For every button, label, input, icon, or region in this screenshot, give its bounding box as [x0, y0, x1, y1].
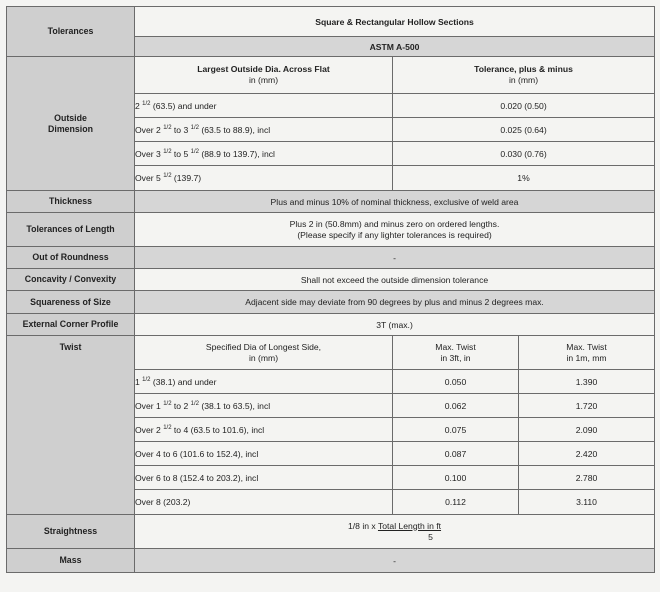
outside-dimension-col1-header-line1: Largest Outside Dia. Across Flat: [197, 64, 330, 74]
outside-dimension-col1-header: [135, 57, 393, 94]
twist-size: Over 8 (203.2): [135, 490, 393, 515]
twist-col3-header-line1: Max. Twist: [566, 341, 607, 352]
straightness-denominator: 5: [428, 531, 433, 542]
length-value: [135, 213, 655, 247]
outside-dimension-col2-header: [393, 57, 655, 94]
length-value-line1: Plus 2 in (50.8mm) and minus zero on ordered lengths.: [289, 218, 500, 229]
straightness-numerator: Total Length in ft: [377, 520, 442, 531]
twist-1m: 2.090: [519, 418, 655, 442]
size-text: 1: [135, 376, 143, 387]
size-text: (63.5 to 88.9), incl: [198, 124, 271, 135]
outside-dimension-tolerance: 0.025 (0.64): [393, 118, 655, 142]
mass-value: -: [135, 549, 655, 573]
standard-label: ASTM A-500: [135, 37, 655, 57]
size-fraction: 1/2: [163, 400, 172, 407]
twist-1m: 2.420: [519, 442, 655, 466]
outside-dimension-header-row: [7, 57, 655, 94]
size-text: Over 5: [135, 173, 164, 183]
outside-dimension-col2-header-line1: Tolerance, plus & minus: [474, 64, 573, 74]
twist-header-row: [7, 336, 655, 370]
twist-col2-header-line1: Max. Twist: [435, 341, 476, 352]
twist-1m: 3.110: [519, 490, 655, 515]
size-fraction: 1/2: [163, 424, 172, 431]
twist-size: [135, 418, 393, 442]
straightness-row: [7, 515, 655, 549]
size-fraction: 1/2: [190, 148, 199, 155]
twist-3ft: 0.050: [393, 370, 519, 394]
outside-dimension-col2-header-line2: in (mm): [508, 75, 539, 85]
twist-col1-header: [135, 336, 393, 370]
size-text: Over 2: [135, 124, 164, 135]
twist-col3-header: [519, 336, 655, 370]
thickness-row: [7, 191, 655, 213]
size-text: (139.7): [171, 173, 202, 183]
outside-dimension-label-line1: Outside: [54, 112, 87, 123]
size-fraction: 1/2: [163, 148, 172, 155]
roundness-value: -: [135, 247, 655, 269]
twist-3ft: 0.062: [393, 394, 519, 418]
concavity-label: Concavity / Convexity: [7, 269, 135, 291]
twist-3ft: 0.075: [393, 418, 519, 442]
outside-dimension-col1-header-line2: in (mm): [248, 75, 279, 85]
corner-label: External Corner Profile: [7, 314, 135, 336]
twist-3ft: 0.087: [393, 442, 519, 466]
size-text: to 5: [171, 148, 191, 159]
tolerance-table: [6, 6, 655, 573]
size-text: Over 2: [135, 424, 164, 435]
corner-row: [7, 314, 655, 336]
tolerance-sheet: [6, 6, 654, 586]
size-text: to 3: [171, 124, 191, 135]
outside-dimension-tolerance: 0.030 (0.76): [393, 142, 655, 166]
size-text: to 4 (63.5 to 101.6), incl: [171, 424, 265, 435]
size-fraction: 1/2: [142, 376, 151, 383]
outside-dimension-tolerance: 0.020 (0.50): [393, 94, 655, 118]
outside-dimension-size: [135, 142, 393, 166]
size-fraction: 1/2: [190, 124, 199, 131]
length-label: Tolerances of Length: [7, 213, 135, 247]
size-text: (63.5) and under: [150, 100, 217, 111]
size-text: (88.9 to 139.7), incl: [198, 148, 275, 159]
twist-col1-header-line1: Specified Dia of Longest Side,: [205, 341, 322, 352]
tolerances-label: Tolerances: [7, 7, 135, 57]
size-text: Over 3: [135, 148, 164, 159]
concavity-row: [7, 269, 655, 291]
outside-dimension-label-line2: Dimension: [48, 123, 93, 134]
outside-dimension-size: [135, 166, 393, 191]
twist-col3-header-line2: in 1m, mm: [566, 352, 607, 363]
twist-1m: 1.390: [519, 370, 655, 394]
squareness-row: [7, 291, 655, 314]
twist-size: Over 4 to 6 (101.6 to 152.4), incl: [135, 442, 393, 466]
straightness-value: [135, 515, 655, 549]
squareness-label: Squareness of Size: [7, 291, 135, 314]
section-title: Square & Rectangular Hollow Sections: [135, 7, 655, 37]
thickness-label: Thickness: [7, 191, 135, 213]
outside-dimension-size: [135, 118, 393, 142]
concavity-value: Shall not exceed the outside dimension tolerance: [135, 269, 655, 291]
twist-3ft: 0.112: [393, 490, 519, 515]
thickness-value: Plus and minus 10% of nominal thickness, exclusive of weld area: [135, 191, 655, 213]
size-fraction: 1/2: [190, 400, 199, 407]
twist-1m: 2.780: [519, 466, 655, 490]
straightness-label: Straightness: [7, 515, 135, 549]
size-fraction: 1/2: [142, 100, 151, 107]
straightness-prefix: 1/8 in x: [348, 520, 378, 531]
size-text: Over 1: [135, 400, 164, 411]
size-text: (38.1 to 63.5), incl: [198, 400, 271, 411]
outside-dimension-size: [135, 94, 393, 118]
roundness-row: [7, 247, 655, 269]
twist-label: Twist: [7, 336, 135, 515]
length-row: [7, 213, 655, 247]
twist-size: [135, 370, 393, 394]
corner-value: 3T (max.): [135, 314, 655, 336]
size-text: 2: [135, 100, 143, 111]
squareness-value: Adjacent side may deviate from 90 degrees by plus and minus 2 degrees max.: [135, 291, 655, 314]
twist-1m: 1.720: [519, 394, 655, 418]
twist-size: [135, 394, 393, 418]
mass-row: [7, 549, 655, 573]
size-fraction: 1/2: [163, 124, 172, 131]
roundness-label: Out of Roundness: [7, 247, 135, 269]
size-text: to 2: [171, 400, 191, 411]
mass-label: Mass: [7, 549, 135, 573]
outside-dimension-label: [7, 57, 135, 191]
size-fraction: 1/2: [163, 173, 172, 180]
twist-3ft: 0.100: [393, 466, 519, 490]
outside-dimension-tolerance: 1%: [393, 166, 655, 191]
size-text: (38.1) and under: [150, 376, 217, 387]
twist-size: Over 6 to 8 (152.4 to 203.2), incl: [135, 466, 393, 490]
twist-col2-header: [393, 336, 519, 370]
length-value-line2: (Please specify if any lighter tolerances is required): [297, 229, 492, 240]
header-row: [7, 7, 655, 37]
twist-col2-header-line2: in 3ft, in: [440, 352, 471, 363]
twist-col1-header-line2: in (mm): [248, 352, 279, 363]
